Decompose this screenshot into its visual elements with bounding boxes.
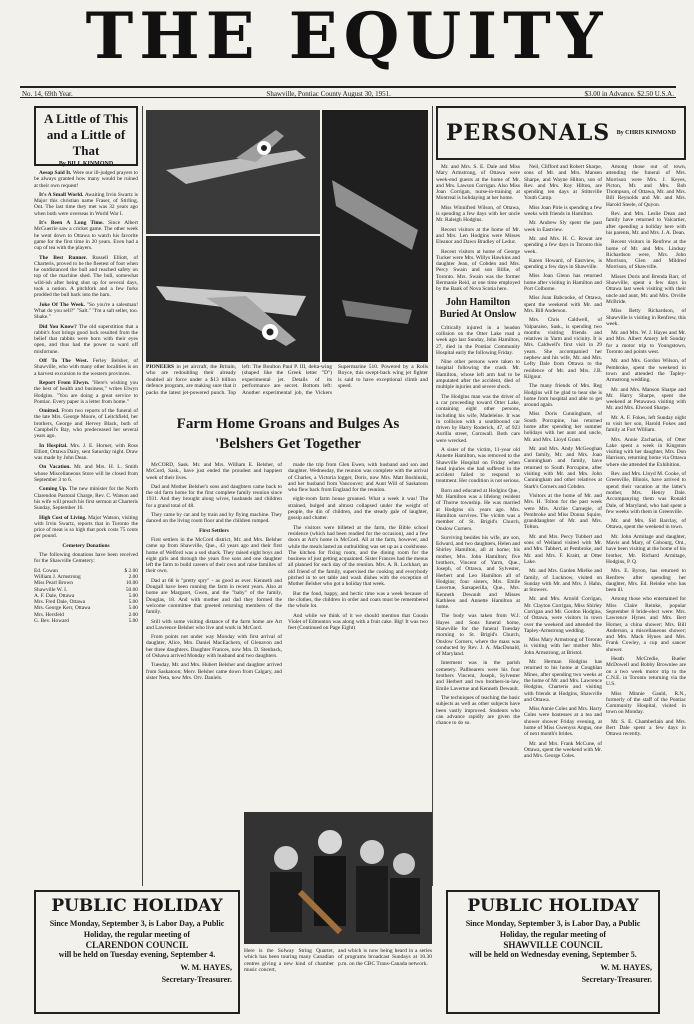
- item-heading: The Best Runner.: [39, 254, 93, 261]
- story-paragraph: Interment was in the parish cemetery. Pallbearers were his four brothers Vincent, Joseph, Sylvester and Herbert and two brothers-in-law, Emile Lavertue and Kenneth Dewault.: [436, 660, 520, 692]
- donations-intro: The following donations have been received for the Shawville Cemetery:: [34, 552, 138, 565]
- story-paragraph: Dad at 68 is "pretty spry" - as good as ever. Kenneth and Dougall have been running the farm in recent years. Also at home are Margaret, Gwen, and the "baby" of the family, Douglas, 18. And with mother and dad they formed the welcome committee that greeted returning members of the family.: [146, 577, 282, 616]
- item-text: Major Watson, visiting with Irvin Swartz, reports that in Toronto the price of meat is so high that pork costs 75 cents per pound.: [34, 514, 138, 540]
- story-paragraph: Surviving besides his wife, are son, Edward, and two daughters, Helen and Shirley Hamilton, all at home; his mother, Mrs. John Hamilton; five brothers, Vincent of Yarm, Que., Joseph, of Ottawa, and Sylvester, Herbert and Leo Hamilton all of Hodgins; four sisters, Mrs. Emile Lavertue, Sarsaperilla, Que., Mrs. Kenneth Dewault and Misses Kathleen and Annette Hamilton at home.: [436, 534, 520, 611]
- news-item: [34, 220, 138, 251]
- personal-item: Miss Joan Babcooke, of Ottawa, spent the weekend with Mr. and Mrs. Bill Anderson.: [524, 295, 602, 314]
- farm-headline: Farm Home Groans and Bulges As 'Belshers Get Together: [176, 416, 400, 452]
- item-heading: Aesop Said It.: [39, 170, 73, 176]
- personals-col-b: [606, 164, 686, 886]
- personal-item: Mr. Herman Hodgins has returned to his home at Coughlan Mines, after spending two weeks at the home of Mr. and Mrs. Lawrence Hodgins, Charteris and visiting with friends at Hodgins, Shawville and Ottawa.: [524, 659, 602, 703]
- quartet-caption-b: and which is now being heard in a series of programs broadcast Sundays at 10.30 p.m. on the CBC Trans-Canada network.: [338, 948, 432, 967]
- personal-item: Mr. and Mrs. Andy McGeoghan and family, Mr. and Mrs. Joan Cunningham and family, have returned to South Porcupine, after visiting with Mr. and Mrs. John Cunningham and other relatives at Stark's Corners and Cobden.: [524, 445, 602, 490]
- personal-item: Mr. and Mrs. Arnold Corrigan, Mr. Clayton Corrigan, Miss Shirley Corrigan and Mr. Gordon Hodgins, of Ottawa, were visitors in town over the weekend and attended the Tapley-Armstrong wedding.: [524, 596, 602, 634]
- item-text: Mrs. J. E. Horner, with Ross Elliott, Ottawa Dairy, sent Saturday night. Draw was made by John Dean.: [34, 442, 138, 462]
- personal-item: Mrs. Chris Caldwell, of Valparaiso, Sask., is spending two months visiting friends and relatives in Yarm and vicinity. It is Mrs. Caldwell's first visit in 29 years. She accompanied her nephew and his wife, Mr. and Mrs. Lefty Dale from Ottawa to the residence of Mr. and Mrs. J.B. Kilgour.: [524, 317, 602, 380]
- personal-item: Miss Doris Cunningham, of South Porcupine, has returned home after spending her summer holidays with her aunt and uncle, Mr. and Mrs. Lloyd Grant.: [524, 411, 602, 443]
- news-item: [34, 170, 138, 189]
- item-text: Mr. and Mrs. H. L. Smith whose Miscellaneous Store will be closed from September 3 to 6.: [34, 464, 138, 484]
- personal-item: Karen Howard, of Eastview, is spending a few days in Shawville.: [524, 257, 602, 271]
- story-paragraph: Tuesday, Mr. and Mrs. Hubert Belsher and daughter arrived from Saskatoon; Merv. Belsher came down from Calgary, and sister Neta, now Mrs. Orv. Daniels.: [146, 662, 282, 681]
- donation-amount: 10.00: [125, 580, 138, 587]
- holiday-text-1: Since Monday, September 3, is Labor Day, a Public Holiday, the regular meeting of: [49, 919, 225, 939]
- hamilton-headline: John Hamilton Buried At Onslow: [439, 296, 517, 320]
- column-title-box: [34, 106, 138, 166]
- donor-name: Mrs. Fred Dale, Ottawa: [34, 599, 86, 606]
- column-byline: By BILL KINMOND: [58, 161, 114, 167]
- personal-item: Among those who entertained for Miss Claire Reinke, popular September 8 bride-elect were: Mrs. Lawrence Hynes and Mrs. Bert Horner, a china shower; Mrs. Bill Anderson, a miscellaneous shower; and Mrs. Mack Hynes and Mrs. Frank Cowley, a cup and saucer shower.: [606, 596, 686, 653]
- jet-photo-right: [322, 110, 428, 362]
- personal-item: Mr. S. E. Chamberlain and Mrs. Bert Dale spent a few days in Ottawa recently.: [606, 718, 686, 738]
- quartet-caption-a: Here is the Solway String Quartet, which has been touring many Canadian centres giving a new kind of chamber music concert,: [244, 948, 334, 974]
- holiday-title: PUBLIC HOLIDAY: [51, 896, 223, 916]
- donor-name: G. Bev. Howard: [34, 618, 69, 624]
- donor-name: Miss Pearl Brown: [34, 580, 73, 587]
- news-item: [34, 515, 138, 540]
- item-text: Were our ill-judged prayers to be always granted how many would be ruined at their own request!: [34, 170, 138, 189]
- item-heading: Joke Of The Week.: [39, 301, 87, 308]
- personal-item: Miss Mary Armstrong of Toronto is visiting with her mother Mrs. John Armstrong, at Bristol.: [524, 637, 602, 656]
- holiday-notice-shawville: [446, 890, 660, 1014]
- news-item: [34, 486, 138, 511]
- personal-item: Mr. and Mrs. Sid Barclay, of Ottawa, spent the weekend in town.: [606, 518, 686, 531]
- personal-item: Miss Minnie Gauld, R.N., formerly of the staff of the Pontiac Community Hospital, visited in town on Monday.: [606, 690, 686, 716]
- donor-name: Shawville W. I.: [34, 586, 68, 593]
- story-paragraph: The body was taken from W.J. Hayes and Sons funeral home, Shawville for the funeral Tuesday morning to St. Brigid's Church, Onslow Corners, where the mass was conducted by Rev. J. A. MacDonald, of Maryland.: [436, 613, 520, 658]
- news-item: [34, 302, 138, 321]
- donation-amount: $ 2.00: [124, 567, 138, 574]
- story-paragraph: And while we think of it we should mention that Cousin Violet of Edmonton was along with a fruit cake. Big! It was two feet (Continued on Page Eight): [288, 612, 428, 632]
- donor-name: Mrs. George Kerr, Ottawa: [34, 605, 91, 612]
- story-paragraph: A sister of the victim, 11-year old Annette Hamilton, was removed to the Shawville Hospital on Friday when head injuries she had suffered in the accident failed to respond to treatment. Her condition is not serious.: [436, 446, 520, 485]
- item-heading: High Cost of Living.: [39, 514, 89, 521]
- donor-name: William J. Armstrong: [34, 573, 81, 580]
- holiday-text-2: will be held on Tuesday evening, September 4.: [58, 950, 216, 959]
- string-quartet-image: [244, 812, 432, 944]
- personal-item: Mr. A. F. Fokes, left Sunday night to visit her son, Harold Fokes and family at Fort William.: [606, 414, 686, 434]
- personal-item: Mr. and Mrs. Manson Sharpe and Mr. Harry Sharpe, spent the weekend at Petawawa visiting with Mr. and Mrs. Elwood Sharpe.: [606, 386, 686, 412]
- item-heading: On Vacation.: [39, 464, 74, 471]
- item-heading: Did You Know?: [39, 323, 79, 330]
- column-little-of-this: [34, 170, 138, 886]
- farm-story-col-a: [146, 462, 282, 826]
- story-paragraph: They came by car and by train and by flying machine. They danced on the living room floor and the children romped.: [146, 512, 282, 525]
- story-paragraph: Dad and Mother Belsher's sons and daughters came back to the old farm home for the first complete family reunion since 1931. And they brought along wives, husbands and children for a grand total of 48.: [146, 483, 282, 509]
- item-heading: It's Been A Long Time.: [39, 220, 109, 227]
- holiday-notice-clarendon: [34, 890, 240, 1014]
- personal-item: Mr. and Mrs. Gordon Wilson, of Pembroke, spent the weekend in town and attended the Tapley-Armstrong wedding.: [606, 358, 686, 384]
- quartet-photo: [244, 812, 432, 944]
- personal-item: Miss Betty Richardson, of Shawville is visiting in Renfrew, this week.: [606, 308, 686, 327]
- photo-caption: [146, 364, 428, 408]
- item-text: From two reports of the funeral of the late Mrs. George Moore, of Leitchfield, her brothers, George and Hervey Black, both of Campbell's Bay, who predeceased her several years ago.: [34, 408, 138, 440]
- item-heading: Coming Up.: [39, 486, 69, 493]
- holiday-signer: W. M. HAYES,: [180, 962, 232, 972]
- holiday-council: SHAWVILLE COUNCIL: [503, 940, 603, 950]
- item-text: Ferley Belsher, of Shawville, who with many other localities is on a harvest excursion to the western provinces.: [34, 358, 138, 377]
- personals-header-box: [436, 106, 686, 160]
- personal-item: Heath McCredie, Bueler McDowell and Bobby Brownlee are on a two week motor trip to the C.N.E. in Toronto returning via the U.S.: [606, 656, 686, 688]
- news-item: [34, 443, 138, 462]
- story-paragraph: The techniques of teaching the basic subjects as well as other subjects have been vastly improved. Students who can advance rapidly are given the chance to do so.: [436, 694, 520, 727]
- item-text: Since Albert McGuerrie saw a cricket game. The other week he went down to Ottawa to watch his favorite game for the first time in 20 years. Even had a cup of tea with the players.: [34, 220, 138, 252]
- personal-item: Recent visitors in Renfrew at the home of Mr. and Mrs. Lindsay Richardson were, Mrs. John Morrison, Glen and Mildred Morrison, of Shawville.: [606, 239, 686, 271]
- news-item: [34, 255, 138, 299]
- column-divider: [142, 106, 143, 886]
- donor-name: A. F. Dale, Ottawa: [34, 592, 75, 599]
- personal-item: Mr. and Mrs. Frank McCune, of Ottawa, spent the weekend with Mr. and Mrs. George Coles.: [524, 740, 602, 760]
- story-paragraph: made the trip from Glen Ewen, with husband and son and daughter. Wednesday, the reunion was complete with the arrival of Charles, a Victoria logger, Doris, now Mrs. Matt Boshinski, and her husband from Vancouver; and Aunt Will of Saskatoon who flew back from England for the reunion.: [288, 462, 428, 494]
- item-text: The new minister for the North Clarendon Pastoral Charge, Rev. C. Watson and his wife will preach his first sermon at Charteris Sunday, September 16.: [34, 486, 138, 512]
- item-text: Russell Elliott, of Charteris, proved to be the fleetest of foot when he outdistanced the bull and reached safety on top of the machine shed. The bull, somewhat wild-ish after being shut up for several days, took a notion. A pitchfork and a few forks prodded the bull back into the barn.: [34, 254, 138, 299]
- news-item: Mr. and Mrs. S. E. Dale and Miss Mary Armstrong, of Ottawa were week-end guests at the home of Mr. and Mrs. Lawson Corrigan. Also Miss Joan Corrigan, nurse-in-training at Montreal is holidaying at her home.: [436, 164, 520, 202]
- holiday-council: CLARENDON COUNCIL: [85, 940, 189, 950]
- donation-amount: 5.00: [128, 599, 138, 606]
- item-text: The old superstition that a rabbit's foot brings good luck resulted from the belief that rabbits were born with their eyes open, and thus had the power to ward off misfortune.: [34, 323, 138, 355]
- story-paragraph: The visitors were billeted at the farm, the Bible school residence (which had been readied for the occasion), and a few doors at Art's home in McCord. All at the farm, however, and while the meals lasted an outbuilding was set up as a cookhouse. The kitchen for fixing room, and the dining room for the business of just getting acquainted. Sister Frances had the menus all planned for each day of the reunion. Mrs. A. R. Lockhart, an old friend of the family, supervised the cooking and everybody pitched in to set table and wash dishes with the exception of Mother Belsher who got a holiday that week.: [288, 524, 428, 588]
- personal-item: Visitors at the home of Mr. and Mrs. H. Tolton for the past week were Mrs. Archie Carnegie, of Pembroke and Miss Donna Squire, granddaughter of Mr. and Mrs. Tolton.: [524, 492, 602, 531]
- column-title: A Little of This and a Little of That: [44, 111, 128, 158]
- issue-number: No. 14, 69th Year.: [22, 90, 73, 98]
- holiday-role: Secretary-Treasurer.: [581, 974, 652, 984]
- personals-col-a: [524, 164, 602, 886]
- story-paragraph: Still with some visiting distance of the farm home are Art and Lawrence Belsher who live and work in McCord.: [146, 618, 282, 631]
- holiday-text-2: will be held on Wednesday evening, September 5.: [469, 950, 637, 959]
- dateline-bar: [20, 86, 676, 98]
- masthead: [0, 0, 694, 74]
- personal-item: The many friends of Mrs. Reg Hodgins will be glad to hear she is home from hospital and able to get around again.: [524, 383, 602, 409]
- holiday-signer: W. M. HAYES,: [600, 962, 652, 972]
- column-divider-2: [432, 106, 433, 886]
- subscription-price: $3.00 in Advance. $2.50 U.S.A.: [584, 90, 674, 98]
- story-paragraph: Born and educated at Hodgins Que., Mr. Hamilton was a lifelong resident of Thorne township. He was married at Hodgins six years ago. Mrs. Hamilton survives. The victim was a member of St. Brigid's Church, Onslow Corners.: [436, 487, 520, 532]
- donation-amount: 2.00: [128, 611, 138, 618]
- personal-item: Miss Annie Coles and Mrs. Harry Coles were hostesses at a tea and shower shower Friday evening, at home of Miss Gwenyss Angus, one of next month's brides.: [524, 706, 602, 738]
- item-text: "Here's wishing you the best of health and business," writes Elwyn Hodgins. "You are doing a great service to Pontiac. Every paper is a letter from home.": [34, 379, 138, 405]
- news-item: [34, 464, 138, 483]
- donations-title: Cemetery Donations: [62, 542, 110, 549]
- subheading: First Settlers: [199, 527, 229, 534]
- news-item: [34, 358, 138, 377]
- personal-item: Miss Joan Glenn has returned home after visiting in Hamilton and Port Colborne.: [524, 273, 602, 293]
- story-paragraph: But the fond, happy, and hectic time was a week because of the clothes, the children in order and coats must be remembered the whole lot.: [288, 590, 428, 610]
- personal-item: Among those out of town, attending the funeral of Mrs. Morrison were Mrs. J. Keyes, Picton, Mr. and Mrs. Bob Thompson, of Ottawa, Mr. and Mrs. Bill Reynolds and Mr. and Mrs. Harold Steele, of Quyon.: [606, 164, 686, 208]
- story-paragraph: Nine other persons were taken to hospital following the crash. Mr. Hamilton, whose left arm had to be amputated after the accident, died of multiple injuries and severe shock.: [436, 359, 520, 391]
- personals-byline: By CHRIS KINMOND: [616, 130, 676, 136]
- caption-lead: PIONEERS: [146, 364, 175, 370]
- item-heading: It's A Small World.: [39, 191, 85, 198]
- caption-text: in jet aircraft, the Britain, who are redoubling their already doubled air force under a $13 billion defence program, are making sure that it packs the latest jet-powered punch. Top left: The Boulton Paul P. III, delta-wing (shaped like the Greek letter "D") experimental jet. Details of its performance are secret. Bottom left: Another experimental job, the Vickers Supermarine 510. Powered by a Rolls Royce, this swept-back wing jet fighter is said to have exceptional climb and speed.: [146, 364, 428, 396]
- personal-item: Mr. and Mrs. H. C. Rowat are spending a few days in Toronto this week.: [524, 235, 602, 255]
- personal-item: Mr. and Mrs. Percy Tubbert and sons of Welland visited with Mr. and Mrs. Tabbert, at Pembroke, and Mr. and Mrs. F. Kraitt, at Otter Lake.: [524, 533, 602, 565]
- item-heading: In Hospital.: [39, 442, 71, 449]
- jet-aircraft-image: [146, 110, 320, 234]
- holiday-title: PUBLIC HOLIDAY: [467, 896, 639, 916]
- story-paragraph: First settlers in the McCord district, Mr. and Mrs. Belsher came up from Shawville, Que., 43 years ago and their first home of Welford was a sod shack. They raised eight boys and eight girls and through the years five sons and one daughter left the farm to build careers of their own and raise families of their own.: [146, 536, 282, 575]
- donation-amount: 5.00: [128, 592, 138, 599]
- story-paragraph: McCORD, Sask. Mr. and Mrs. William E. Belsher, of McCord, Sask., have just ended the proudest and happiest week of their lives.: [146, 462, 282, 481]
- personals-title: PERSONALS: [446, 120, 611, 146]
- donation-row: [34, 618, 138, 624]
- story-paragraph: From points not under way Monday with first arrival of daughter, Alice, Mrs. Daniel MacEachern, of Glenavon and her three daughters. Daughter Frances, now Mrs. D. Stenback, of Oshawa arrived Monday with husband and two daughters.: [146, 634, 282, 660]
- donation-amount: 5.00: [128, 618, 138, 624]
- news-item: Recent visitors at home of George Tucker were Mrs. Willys Hawkins and daughter Jean, of Cobden and Mrs. Percy Swain and son Billie, of Toronto. Mrs. Swain was the former Bermanie Reid, at one time employed by the Bank of Nova Scotia here.: [436, 248, 520, 293]
- item-heading: Omitted.: [39, 408, 62, 415]
- item-text: Awaiting Irvin Swartz is Major this christian name Fraser, of Stirling, Ont. The last time they met was 32 years ago when both were overseas in World War I.: [34, 191, 138, 217]
- news-item: [34, 324, 138, 355]
- item-text: "So you're a salesman! What do you sell?" "Salt." "I'm a salt seller, too. Shake.": [34, 301, 138, 321]
- donations-table: [34, 568, 138, 625]
- personal-item: Miss Joan Pirie is spending a few weeks with friends in Hamilton.: [524, 204, 602, 218]
- personal-item: Mrs. Annie Zacharias, of Otter Lake spent a week in Kingston visiting with her daughter, Mrs. Don Harrison, returning home via Ottawa where she attended the Exhibition.: [606, 436, 686, 468]
- personal-item: Mr. and Mrs. W. J. Hayes and Mr. and Mrs. Albert Amery left Sunday for a motor trip to Youngstown, Toronto and points west.: [606, 330, 686, 356]
- personal-item: Mr. and Mrs. Garden Mielke and family, of Lucknow, visited on Sunday with Mr. and Mrs. J. Hahn, at Stowers.: [524, 568, 602, 594]
- personal-item: Mr. Andrew Sly spent the past week in Eastview.: [524, 220, 602, 233]
- place-date: Shawville, Pontiac County August 30, 1951.: [266, 90, 391, 98]
- jet-aircraft-image-3: [322, 110, 428, 362]
- story-paragraph: Critically injured in a headon collision on the Otter Lake road a week ago last Sunday, John Hamilton, 27, died in the Pontiac Community Hospital early the following Friday.: [436, 324, 520, 356]
- jet-photo-bottom: [146, 236, 320, 362]
- personal-item: Mr. John Armitage and daughter, Mavis and Mary, of Cobourg, Ont., have been visiting at the home of his brother, Mr. Richard Armitage, Hodgins, P. Q.: [606, 533, 686, 565]
- personal-item: Mrs. E. Byron, has returned to Renfrew after spending her daughter, Mrs. Ed. Reinke who has been ill.: [606, 568, 686, 594]
- news-item: Miss Winnifred Wilson, of Ottawa, is spending a few days with her uncle Mr. Raleigh Hodgins.: [436, 204, 520, 224]
- story-paragraph: The Hodgins man was the driver of a car proceeding toward Otter Lake, containing eight other persons, including his wife, Madeleine. It was in collision with a southbound car driven by Harry Roderick, 47, of 923 Aurilla street, Cornwall. Both cars were wrecked.: [436, 393, 520, 444]
- item-heading: Report From Elwyn.: [39, 379, 92, 386]
- news-item: [34, 192, 138, 217]
- jet-photo-top: [146, 110, 320, 234]
- donation-amount: 5.00: [128, 605, 138, 612]
- news-item: [34, 380, 138, 405]
- donation-amount: 2.00: [128, 573, 138, 580]
- newspaper-title: THE EQUITY: [85, 0, 609, 74]
- donor-name: Mrs. Hersfeld: [34, 611, 64, 618]
- jet-aircraft-image-2: [146, 236, 320, 362]
- story-paragraph: eight-room farm house groaned. What a week it was! The strained, bulged and almost collapsed under the weight of people, the din of children, and the steady gale of laughter, gossip and chatter.: [288, 496, 428, 522]
- holiday-role: Secretary-Treasurer.: [161, 974, 232, 984]
- news-item: Recent visitors at the home of Mr. and Mrs. Len Hodgins were Misses Eleanor and Dawn Bradley of Leduc.: [436, 226, 520, 246]
- personal-item: Misses Doris and Brenda Barr, of Shawville, spent a few days in Ottawa last week visiting with their uncle and aunt, Mr. and Mrs. Orville McBride.: [606, 273, 686, 305]
- personal-item: Rev. and Mrs. Leslie Dean and family have returned to Valcartier, after spending a holiday here with his parents, Mr. and Mrs. J. A. Dean.: [606, 211, 686, 236]
- donor-name: Ed. Cowan: [34, 567, 58, 574]
- column-news-4: [436, 164, 520, 886]
- holiday-text-1: Since Monday, September 3, is Labor Day, a Public Holiday, the regular meeting of: [465, 919, 641, 939]
- donation-amount: 50.00: [125, 586, 138, 593]
- item-heading: Off To The West.: [39, 358, 93, 365]
- farm-story-col-b: [288, 462, 428, 826]
- personal-item: Neil, Clifford and Robert Sharpe, sons of Mr. and Mrs. Mansen Sharpe, and Wayne Hilton, son of Rev. and Mrs. Roy Hilton, are spending ten days at Stittsville Youth Camp.: [524, 164, 602, 202]
- personal-item: Rev. and Mrs. Lloyd M. Cooke, of Greenville, Illinois, have arrived to spend their vacation at the latter's mother, Mrs. Henry Dale. Accompanying them was Ronald Dale, of Maryland, who had spent a few weeks with them in Greenville.: [606, 471, 686, 515]
- news-item: [34, 408, 138, 439]
